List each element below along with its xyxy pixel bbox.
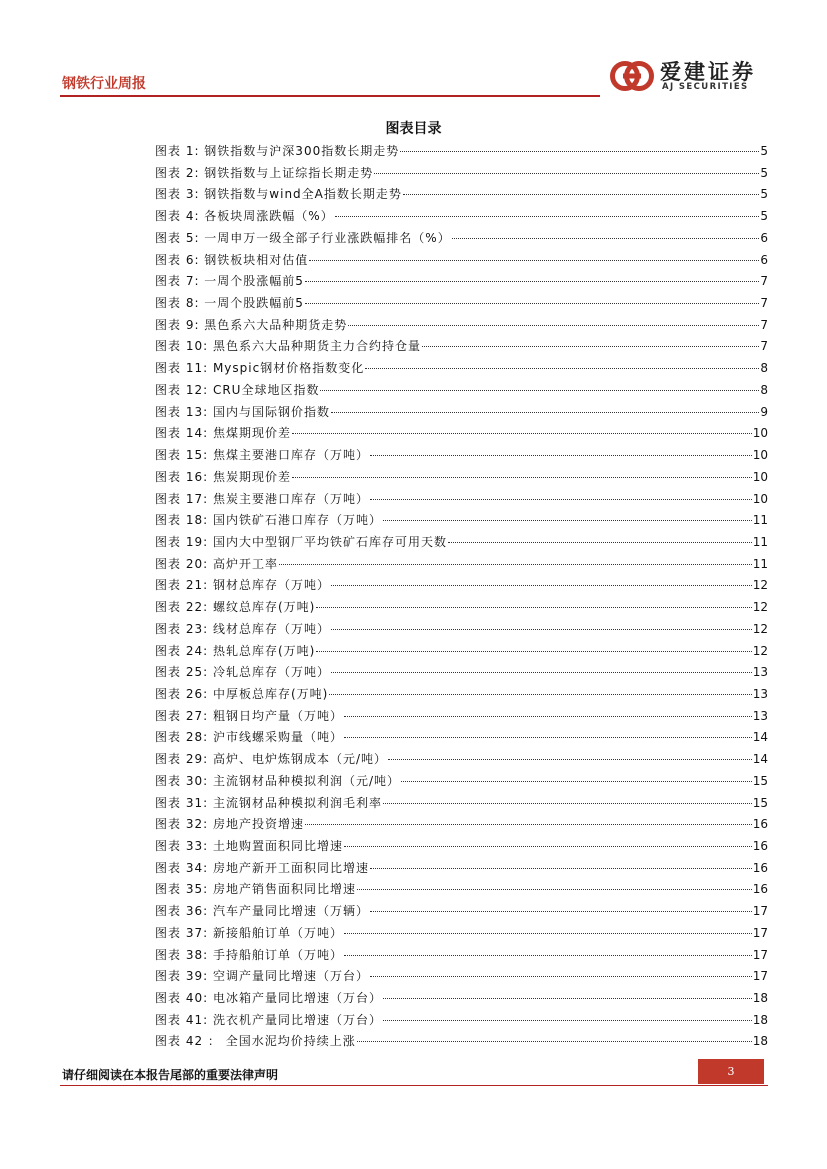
toc-entry[interactable] <box>155 358 768 380</box>
toc-entry[interactable] <box>155 293 768 315</box>
toc-entry[interactable] <box>155 793 768 815</box>
toc-entry-label: 图表 9: 黑色系六大品种期货走势 <box>155 317 348 332</box>
toc-dot-leader <box>452 237 760 239</box>
toc-dot-leader <box>344 932 752 934</box>
toc-entry-label: 图表 10: 黑色系六大品种期货主力合约持仓量 <box>155 339 421 354</box>
toc-dot-leader <box>357 1040 752 1042</box>
toc-entry-label: 图表 22: 螺纹总库存(万吨) <box>155 600 316 615</box>
footer-divider <box>60 1085 768 1086</box>
toc-entry-page: 7 <box>760 296 768 311</box>
toc-entry-label: 图表 14: 焦煤期现价差 <box>155 426 291 441</box>
toc-dot-leader <box>403 193 759 195</box>
toc-entry[interactable] <box>155 423 768 445</box>
toc-dot-leader <box>331 411 759 413</box>
toc-dot-leader <box>448 541 752 543</box>
toc-entry[interactable] <box>155 749 768 771</box>
toc-entry[interactable] <box>155 228 768 250</box>
toc-entry-label: 图表 18: 国内铁矿石港口库存（万吨） <box>155 513 382 528</box>
toc-entry-page: 12 <box>752 600 768 615</box>
toc-entry[interactable] <box>155 727 768 749</box>
toc-entry[interactable] <box>155 923 768 945</box>
toc-entry[interactable] <box>155 554 768 576</box>
toc-entry[interactable] <box>155 163 768 185</box>
toc-dot-leader <box>344 715 752 717</box>
toc-dot-leader <box>320 389 759 391</box>
toc-entry-page: 11 <box>752 513 768 528</box>
toc-entry-label: 图表 20: 高炉开工率 <box>155 556 278 571</box>
toc-dot-leader <box>422 345 759 347</box>
toc-entry[interactable] <box>155 1010 768 1032</box>
toc-entry-label: 图表 40: 电冰箱产量同比增速（万台） <box>155 991 382 1006</box>
toc-entry[interactable] <box>155 619 768 641</box>
toc-dot-leader <box>383 997 752 999</box>
toc-dot-leader <box>335 215 760 217</box>
toc-entry[interactable] <box>155 336 768 358</box>
toc-entry-page: 17 <box>752 969 768 984</box>
toc-entry[interactable] <box>155 271 768 293</box>
toc-entry[interactable] <box>155 402 768 424</box>
toc-entry-label: 图表 23: 线材总库存（万吨） <box>155 621 330 636</box>
toc-entry-label: 图表 39: 空调产量同比增速（万台） <box>155 969 369 984</box>
toc-entry-page: 18 <box>752 1034 768 1049</box>
toc-entry[interactable] <box>155 1031 768 1053</box>
toc-entry[interactable] <box>155 662 768 684</box>
toc-entry-label: 图表 8: 一周个股跌幅前5 <box>155 296 304 311</box>
logo-mark-icon <box>610 58 654 94</box>
toc-entry[interactable] <box>155 988 768 1010</box>
toc-dot-leader <box>383 519 752 521</box>
toc-entry[interactable] <box>155 945 768 967</box>
toc-dot-leader <box>370 867 752 869</box>
toc-entry-page: 18 <box>752 991 768 1006</box>
toc-entry-label: 图表 6: 钢铁板块相对估值 <box>155 252 309 267</box>
toc-entry-page: 13 <box>752 665 768 680</box>
toc-dot-leader <box>344 736 752 738</box>
toc-entry-label: 图表 17: 焦炭主要港口库存（万吨） <box>155 491 369 506</box>
toc-entry-label: 图表 7: 一周个股涨幅前5 <box>155 274 304 289</box>
toc-dot-leader <box>370 454 752 456</box>
toc-entry-page: 10 <box>752 469 768 484</box>
toc-entry-label: 图表 29: 高炉、电炉炼钢成本（元/吨） <box>155 752 387 767</box>
toc-dot-leader <box>344 954 752 956</box>
toc-entry-page: 6 <box>760 252 768 267</box>
company-logo <box>610 56 770 96</box>
toc-dot-leader <box>331 671 752 673</box>
toc-dot-leader <box>316 606 751 608</box>
toc-entry[interactable] <box>155 184 768 206</box>
toc-entry-label: 图表 13: 国内与国际钢价指数 <box>155 404 330 419</box>
toc-entry-page: 10 <box>752 426 768 441</box>
toc-dot-leader <box>305 280 759 282</box>
toc-dot-leader <box>365 367 759 369</box>
toc-entry-label: 图表 27: 粗钢日均产量（万吨） <box>155 708 343 723</box>
toc-entry-page: 5 <box>760 187 768 202</box>
toc-entry-page: 5 <box>760 209 768 224</box>
toc-dot-leader <box>370 975 752 977</box>
toc-entry[interactable] <box>155 141 768 163</box>
toc-entry-label: 图表 41: 洗衣机产量同比增速（万台） <box>155 1012 382 1027</box>
toc-entry-page: 12 <box>752 578 768 593</box>
toc-entry-page: 10 <box>752 448 768 463</box>
toc-entry[interactable] <box>155 467 768 489</box>
toc-entry-page: 9 <box>760 404 768 419</box>
toc-entry-label: 图表 37: 新接船舶订单（万吨） <box>155 925 343 940</box>
toc-entry[interactable] <box>155 510 768 532</box>
toc-entry-label: 图表 2: 钢铁指数与上证综指长期走势 <box>155 165 374 180</box>
toc-entry-page: 15 <box>752 795 768 810</box>
toc-entry-label: 图表 38: 手持船舶订单（万吨） <box>155 947 343 962</box>
toc-entry-label: 图表 25: 冷轧总库存（万吨） <box>155 665 330 680</box>
header-divider <box>60 95 600 97</box>
toc-entry[interactable] <box>155 901 768 923</box>
toc-dot-leader <box>370 498 752 500</box>
toc-entry[interactable] <box>155 684 768 706</box>
toc-dot-leader <box>388 758 752 760</box>
toc-entry-page: 16 <box>752 817 768 832</box>
toc-entry-label: 图表 33: 土地购置面积同比增速 <box>155 839 343 853</box>
toc-entry-page: 5 <box>760 144 768 158</box>
toc-entry-label: 图表 24: 热轧总库存(万吨) <box>155 643 316 658</box>
toc-dot-leader <box>292 432 752 434</box>
toc-entry[interactable] <box>155 489 768 511</box>
toc-entry-page: 8 <box>760 382 768 397</box>
toc-entry-page: 14 <box>752 752 768 767</box>
toc-dot-leader <box>400 150 759 152</box>
toc-entry[interactable] <box>155 771 768 793</box>
toc-entry-page: 7 <box>760 339 768 354</box>
toc-dot-leader <box>357 888 752 890</box>
toc-entry-page: 18 <box>752 1012 768 1027</box>
toc-entry[interactable] <box>155 315 768 337</box>
toc-entry-page: 13 <box>752 686 768 701</box>
toc-entry-label: 图表 42 ： 全国水泥均价持续上涨 <box>155 1034 356 1049</box>
toc-dot-leader <box>331 584 752 586</box>
toc-dot-leader <box>370 910 752 912</box>
toc-entry-page: 5 <box>760 165 768 180</box>
toc-entry-label: 图表 16: 焦炭期现价差 <box>155 469 291 484</box>
toc-entry-page: 11 <box>752 534 768 549</box>
toc-entry-label: 图表 5: 一周申万一级全部子行业涨跌幅排名（%） <box>155 230 451 245</box>
toc-dot-leader <box>331 628 752 630</box>
toc-entry-page: 12 <box>752 643 768 658</box>
toc-entry-page: 15 <box>752 773 768 788</box>
toc-dot-leader <box>305 302 759 304</box>
legal-disclaimer: 请仔细阅读在本报告尾部的重要法律声明 <box>62 1068 279 1082</box>
toc-entry-page: 17 <box>752 947 768 962</box>
toc-entry[interactable] <box>155 836 768 858</box>
toc-entry-page: 16 <box>752 839 768 853</box>
toc-entry[interactable] <box>155 380 768 402</box>
toc-entry-label: 图表 12: CRU全球地区指数 <box>155 382 320 397</box>
toc-entry-label: 图表 30: 主流钢材品种模拟利润（元/吨） <box>155 773 400 788</box>
toc-dot-leader <box>305 823 752 825</box>
toc-entry[interactable] <box>155 575 768 597</box>
toc-dot-leader <box>383 1019 752 1021</box>
toc-dot-leader <box>348 324 759 326</box>
page-number: 3 <box>698 1059 764 1084</box>
toc-entry-label: 图表 1: 钢铁指数与沪深300指数长期走势 <box>155 144 400 158</box>
toc-entry-page: 10 <box>752 491 768 506</box>
toc-entry-page: 8 <box>760 361 768 376</box>
toc-dot-leader <box>383 802 752 804</box>
toc-entry[interactable] <box>155 250 768 272</box>
toc-entry[interactable] <box>155 858 768 880</box>
toc-entry-page: 17 <box>752 904 768 919</box>
toc-entry-page: 16 <box>752 882 768 897</box>
logo-chinese-name: 爱建证券 <box>660 59 756 84</box>
toc-entry-page: 17 <box>752 925 768 940</box>
toc-entry-label: 图表 15: 焦煤主要港口库存（万吨） <box>155 448 369 463</box>
toc-entry-label: 图表 3: 钢铁指数与wind全A指数长期走势 <box>155 187 402 202</box>
toc-entry-label: 图表 28: 沪市线螺采购量（吨） <box>155 730 343 745</box>
toc-entry-label: 图表 36: 汽车产量同比增速（万辆） <box>155 904 369 919</box>
toc-entry-page: 13 <box>752 708 768 723</box>
toc-entry[interactable] <box>155 706 768 728</box>
toc-dot-leader <box>329 693 751 695</box>
toc-entry-label: 图表 31: 主流钢材品种模拟利润毛利率 <box>155 795 382 810</box>
toc-entry[interactable] <box>155 966 768 988</box>
toc-entry-label: 图表 19: 国内大中型钢厂平均铁矿石库存可用天数 <box>155 534 447 549</box>
toc-entry[interactable] <box>155 879 768 901</box>
logo-english-name: AJ SECURITIES <box>662 82 749 92</box>
toc-entry[interactable] <box>155 445 768 467</box>
toc-entry[interactable] <box>155 597 768 619</box>
toc-entry-page: 14 <box>752 730 768 745</box>
toc-dot-leader <box>344 845 752 847</box>
toc-list <box>155 141 768 1053</box>
toc-entry-page: 16 <box>752 860 768 875</box>
toc-entry-label: 图表 21: 钢材总库存（万吨） <box>155 578 330 593</box>
toc-entry[interactable] <box>155 641 768 663</box>
toc-dot-leader <box>279 563 752 565</box>
toc-entry-label: 图表 11: Myspic钢材价格指数变化 <box>155 361 365 376</box>
toc-dot-leader <box>316 650 751 652</box>
toc-entry[interactable] <box>155 206 768 228</box>
toc-entry-page: 6 <box>760 230 768 245</box>
toc-entry-label: 图表 35: 房地产销售面积同比增速 <box>155 882 356 897</box>
toc-dot-leader <box>309 259 759 261</box>
toc-title: 图表目录 <box>385 121 442 137</box>
toc-dot-leader <box>374 172 759 174</box>
toc-entry-label: 图表 26: 中厚板总库存(万吨) <box>155 686 329 701</box>
report-category-title: 钢铁行业周报 <box>62 76 146 92</box>
toc-dot-leader <box>401 780 752 782</box>
toc-entry-page: 11 <box>752 556 768 571</box>
toc-entry-page: 7 <box>760 274 768 289</box>
toc-entry-page: 12 <box>752 621 768 636</box>
toc-entry-label: 图表 4: 各板块周涨跌幅（%） <box>155 209 334 224</box>
toc-entry-label: 图表 34: 房地产新开工面积同比增速 <box>155 860 369 875</box>
toc-entry-label: 图表 32: 房地产投资增速 <box>155 817 304 832</box>
toc-entry[interactable] <box>155 814 768 836</box>
toc-dot-leader <box>292 476 752 478</box>
toc-entry[interactable] <box>155 532 768 554</box>
toc-entry-page: 7 <box>760 317 768 332</box>
